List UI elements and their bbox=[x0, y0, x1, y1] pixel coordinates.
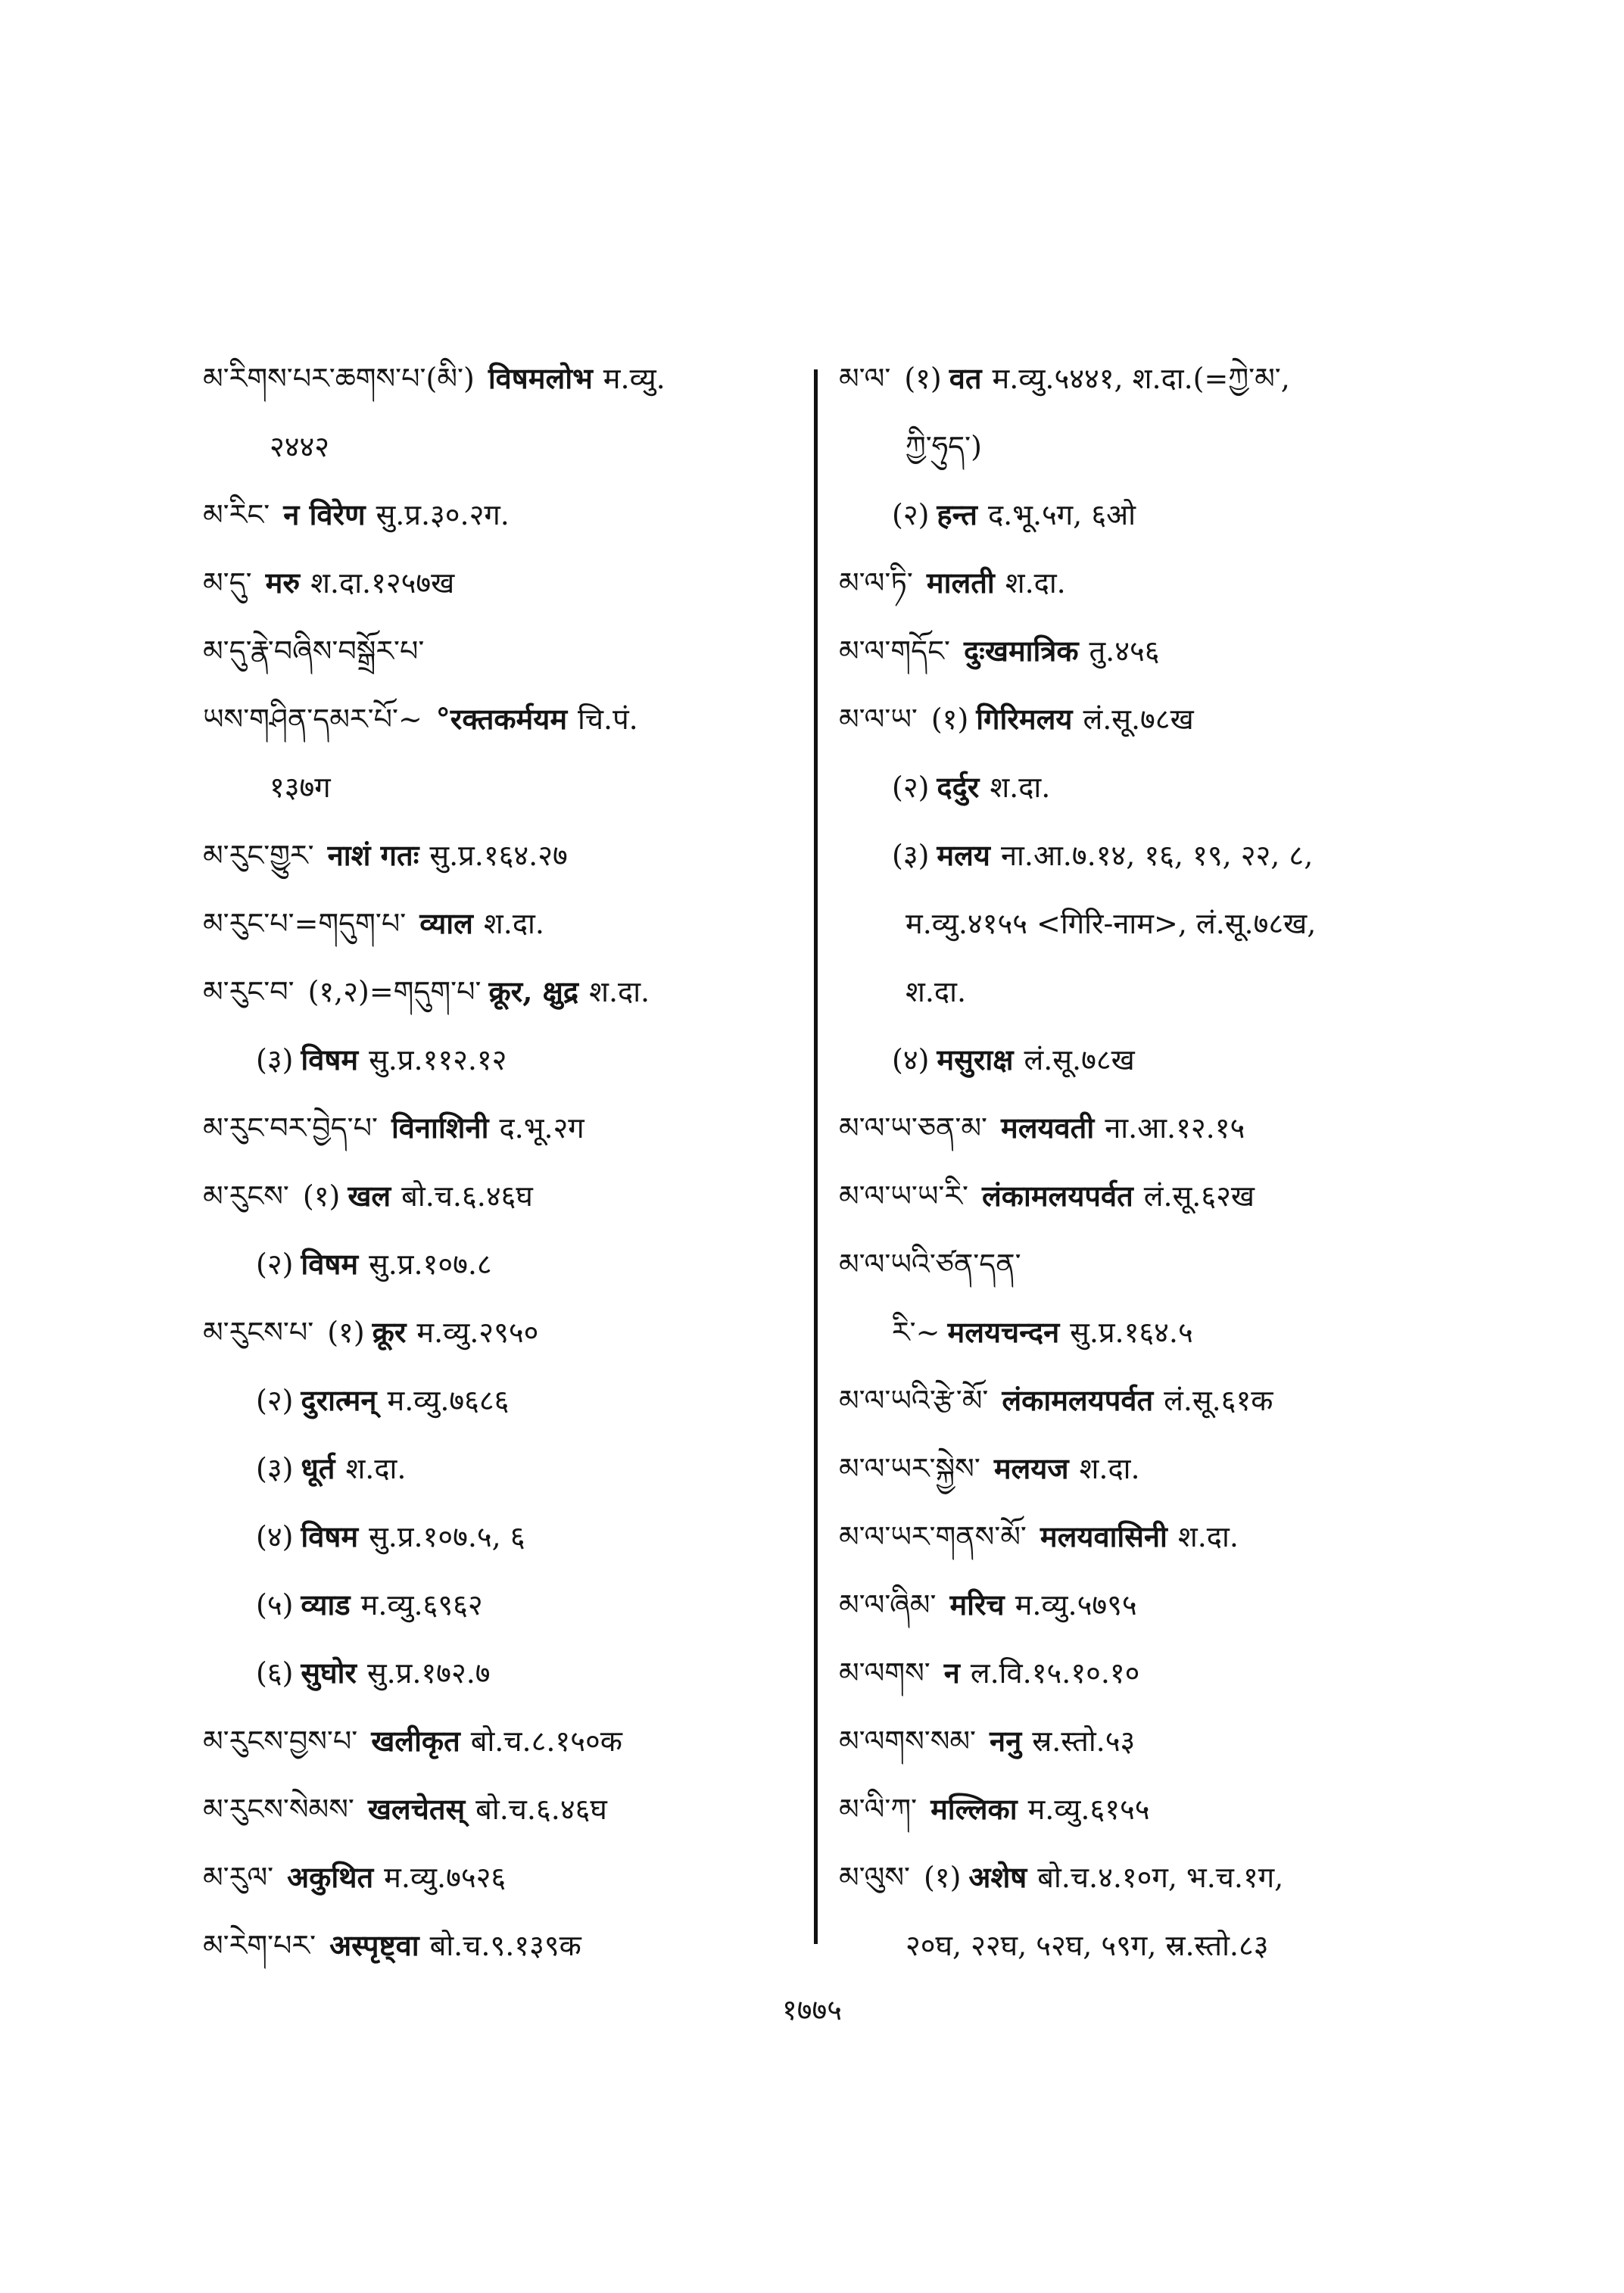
sanskrit-equivalent: मलयचन्दन bbox=[947, 1315, 1060, 1349]
source-reference: श.दा. bbox=[345, 1452, 407, 1485]
sub-sense-line bbox=[839, 840, 1445, 871]
source-reference: चि.पं. bbox=[578, 703, 638, 736]
sanskrit-equivalent: मसुराक्ष bbox=[937, 1042, 1014, 1076]
tibetan-headword: མ་ལི་ཀ་ bbox=[839, 1793, 918, 1826]
source-reference: श.दा. bbox=[589, 975, 650, 1008]
sub-sense-line bbox=[839, 1317, 1445, 1347]
source-reference: सु.प्र.१७२.७ bbox=[366, 1656, 491, 1690]
source-reference: म.व्यु. bbox=[603, 362, 665, 395]
sanskrit-equivalent: विषम bbox=[301, 1519, 359, 1553]
sanskrit-equivalent: मलयवती bbox=[1001, 1111, 1095, 1145]
tibetan-headword: མ་རིགས་པར་ཆགས་པ་(མི༌) bbox=[203, 362, 475, 395]
source-reference: द.भू.५ग, ६ओ bbox=[987, 498, 1136, 531]
sub-sense-line bbox=[203, 1519, 809, 1553]
sanskrit-equivalent: मलयज bbox=[993, 1451, 1069, 1485]
sanskrit-equivalent: वत bbox=[949, 361, 982, 395]
source-reference: बो.च.९.१३९क bbox=[429, 1929, 581, 1962]
dictionary-entry bbox=[203, 363, 809, 394]
sense-number: རི་~ bbox=[892, 1316, 940, 1349]
entry-continuation bbox=[203, 772, 809, 802]
dictionary-entry bbox=[203, 497, 809, 531]
source-reference: लं.सू.६१क bbox=[1164, 1384, 1273, 1417]
tibetan-headword: མ་རིང་ bbox=[203, 498, 270, 531]
sanskrit-equivalent: खलचेतस् bbox=[367, 1792, 466, 1826]
entry-continuation bbox=[839, 977, 1445, 1007]
tibetan-headword: མ་ལ་གདོང་ bbox=[839, 634, 950, 668]
tibetan-headword: མ་ལགས་སམ་ bbox=[839, 1724, 977, 1758]
source-reference: श.दा. bbox=[990, 771, 1051, 804]
source-reference: सु.प्र.१०७.५, ६ bbox=[369, 1520, 525, 1553]
sanskrit-equivalent: दर्दुर bbox=[937, 770, 980, 804]
sanskrit-equivalent: विषम bbox=[301, 1042, 359, 1076]
sense-number: (२) bbox=[256, 1248, 294, 1281]
sanskrit-equivalent: क्रूर bbox=[372, 1315, 407, 1349]
sanskrit-equivalent: न विरेण bbox=[283, 497, 366, 531]
tibetan-headword: མ་དུ་ bbox=[203, 566, 252, 600]
sub-sense-line bbox=[203, 1658, 809, 1688]
dictionary-entry bbox=[203, 1317, 809, 1347]
sanskrit-equivalent: सुघोर bbox=[301, 1656, 357, 1690]
sense-number: (४) bbox=[256, 1520, 294, 1553]
sense-number: (१,२)=གདུག་པ་ bbox=[307, 975, 482, 1008]
source-reference: म.व्यु.६९६२ bbox=[360, 1588, 483, 1622]
sanskrit-equivalent: अकुथित bbox=[287, 1860, 374, 1894]
sanskrit-equivalent: अस्पृष्ट्वा bbox=[329, 1928, 419, 1962]
source-reference: सु.प्र.१६४.२७ bbox=[429, 839, 568, 872]
sanskrit-equivalent: मलय bbox=[937, 838, 990, 872]
sanskrit-equivalent: व्याड bbox=[301, 1587, 351, 1622]
source-reference: म.व्यु.२९५० bbox=[416, 1316, 539, 1349]
sense-number: (२) bbox=[256, 1384, 294, 1417]
sanskrit-equivalent: अशेष bbox=[968, 1860, 1027, 1894]
dictionary-entry bbox=[839, 1726, 1445, 1756]
dictionary-entry bbox=[839, 636, 1445, 666]
sense-number: (२) bbox=[892, 498, 930, 531]
dictionary-entry bbox=[839, 704, 1445, 734]
column-divider bbox=[814, 369, 818, 1944]
entry-continuation bbox=[839, 431, 1445, 462]
source-reference: श.दा. bbox=[483, 907, 544, 940]
dictionary-entry bbox=[203, 704, 809, 734]
tibetan-headword: ཡས་གཤིན་དམར་པོ་~ bbox=[203, 703, 422, 736]
tibetan-headword: མ་དུ་རྣེ་བཞིས་བསྒྲོར་པ་ bbox=[203, 634, 425, 668]
sub-sense-line bbox=[839, 1042, 1445, 1076]
sanskrit-equivalent: विषमलोभ bbox=[488, 361, 593, 395]
source-reference: ना.आ.१२.१५ bbox=[1105, 1111, 1245, 1145]
sanskrit-equivalent: विषम bbox=[301, 1247, 359, 1281]
dictionary-entry bbox=[203, 1862, 809, 1893]
page-number: १७७५ bbox=[781, 1993, 843, 2027]
continuation-text: २०घ, २२घ, ५२घ, ५९ग, स्र.स्तो.८३ bbox=[906, 1929, 1269, 1962]
source-reference: श.दा. bbox=[1079, 1452, 1140, 1485]
sub-sense-line bbox=[203, 1249, 809, 1279]
tibetan-headword: མ་ལགས་ bbox=[839, 1656, 930, 1690]
source-reference: सु.प्र.३०.२ग. bbox=[376, 498, 510, 531]
dictionary-entry bbox=[203, 1113, 809, 1143]
tibetan-headword: མ་རུང་བར་བྱེད་པ་ bbox=[203, 1111, 378, 1145]
dictionary-entry bbox=[839, 1794, 1445, 1824]
sanskrit-equivalent: व्याल bbox=[419, 906, 473, 940]
source-reference: श.दा. bbox=[1005, 566, 1066, 600]
sub-sense-line bbox=[203, 1385, 809, 1416]
sanskrit-equivalent: ननु bbox=[990, 1724, 1022, 1758]
continuation-text: २४४२ bbox=[270, 430, 330, 463]
source-reference: लं.सू.६२ख bbox=[1143, 1179, 1255, 1213]
source-reference: बो.च.८.१५०क bbox=[470, 1724, 622, 1758]
dictionary-entry bbox=[203, 1794, 809, 1824]
source-reference: ना.आ.७.१४, १६, १९, २२, ८, bbox=[1000, 839, 1314, 872]
source-reference: म.व्यु.५७९५ bbox=[1015, 1588, 1137, 1622]
sanskrit-equivalent: मरिच bbox=[949, 1587, 1005, 1622]
source-reference: सु.प्र.१६४.५ bbox=[1070, 1316, 1193, 1349]
tibetan-headword: མ་ལ་ bbox=[839, 362, 891, 395]
source-reference: म.व्यु.७५२६ bbox=[384, 1861, 507, 1894]
source-reference: ल.वि.१५.१०.१० bbox=[970, 1656, 1140, 1690]
dictionary-entry bbox=[839, 1519, 1445, 1553]
sense-number: (४) bbox=[892, 1043, 930, 1076]
sub-sense-line bbox=[203, 1042, 809, 1076]
dictionary-entry bbox=[203, 974, 809, 1008]
continuation-text: १३७ग bbox=[270, 771, 331, 804]
sense-number: (२) bbox=[892, 771, 930, 804]
source-reference: श.दा.१२५७ख bbox=[310, 566, 455, 600]
dictionary-entry bbox=[203, 908, 809, 939]
sanskrit-equivalent: हन्त bbox=[937, 497, 977, 531]
tibetan-headword: མ་ལ་ཡའི་ཙན་དན་ bbox=[839, 1248, 1021, 1281]
sub-sense-line bbox=[839, 497, 1445, 531]
tibetan-headword: མ་རུང་བ་ bbox=[203, 975, 295, 1008]
sanskrit-equivalent: मल्लिका bbox=[930, 1792, 1018, 1826]
tibetan-headword: མ་རེག་པར་ bbox=[203, 1929, 316, 1962]
sanskrit-equivalent: °रक्तकर्मयम bbox=[435, 702, 568, 736]
tibetan-headword: མ་ལ་ཡར་གནས་མོ་ bbox=[839, 1520, 1027, 1553]
sense-number: (३) bbox=[256, 1452, 294, 1485]
sense-number: (६) bbox=[256, 1656, 294, 1690]
tibetan-headword: མ་ལུས་ bbox=[839, 1861, 910, 1894]
entry-continuation bbox=[839, 908, 1445, 939]
sanskrit-equivalent: खल bbox=[348, 1179, 391, 1213]
source-reference: स्र.स्तो.५३ bbox=[1032, 1724, 1136, 1758]
dictionary-entry bbox=[203, 565, 809, 600]
dictionary-entry bbox=[203, 636, 809, 666]
tibetan-headword: མ་ལ་ཡ་ཅན་མ་ bbox=[839, 1111, 988, 1145]
tibetan-headword: མ་རུངས་སེམས་ bbox=[203, 1793, 354, 1826]
left-column bbox=[203, 363, 809, 1999]
sanskrit-equivalent: मालती bbox=[926, 565, 995, 600]
continuation-text: ཀྱི་ཧུད་) bbox=[906, 430, 982, 463]
sanskrit-equivalent: क्रूर, क्षुद्र bbox=[488, 974, 579, 1008]
source-reference: सु.प्र.१०७.८ bbox=[369, 1248, 492, 1281]
sanskrit-equivalent: गिरिमलय bbox=[976, 702, 1073, 736]
right-column bbox=[839, 363, 1445, 1999]
dictionary-entry bbox=[839, 1385, 1445, 1416]
dictionary-entry bbox=[839, 1181, 1445, 1211]
tibetan-headword: མ་རུངས་བྱས་པ་ bbox=[203, 1724, 358, 1758]
continuation-text: म.व्यु.४१५५ <गिरि-नाम>, लं.सू.७८ख, bbox=[906, 907, 1317, 940]
source-reference: बो.च.४.१०ग, भ.च.१ग, bbox=[1037, 1861, 1284, 1894]
sanskrit-equivalent: न bbox=[943, 1656, 960, 1690]
source-reference: म.व्यु.६१५५ bbox=[1027, 1793, 1150, 1826]
tibetan-headword: མ་རུང་པ་=གདུག་པ་ bbox=[203, 907, 407, 940]
sense-number: (३) bbox=[256, 1043, 294, 1076]
sanskrit-equivalent: दुरात्मन् bbox=[301, 1383, 377, 1417]
source-reference: म.व्यु.५४४१, श.दा.(=ཀྱེ་མ་, bbox=[992, 362, 1290, 395]
tibetan-headword: མ་རུང་གྱུར་ bbox=[203, 839, 314, 872]
tibetan-headword: མ་རུངས་ bbox=[203, 1179, 289, 1213]
source-reference: बो.च.६.४६घ bbox=[401, 1179, 533, 1213]
source-reference: बो.च.६.४६घ bbox=[475, 1793, 607, 1826]
dictionary-entry bbox=[839, 1862, 1445, 1893]
sanskrit-equivalent: दुःखमात्रिक bbox=[964, 634, 1079, 668]
dictionary-entry bbox=[839, 1587, 1445, 1622]
sub-sense-line bbox=[203, 1587, 809, 1622]
sub-sense-line bbox=[203, 1453, 809, 1484]
source-reference: सु.प्र.११२.१२ bbox=[369, 1043, 507, 1076]
sanskrit-equivalent: मलयवासिनी bbox=[1040, 1519, 1167, 1553]
sanskrit-equivalent: लंकामलयपर्वत bbox=[1002, 1383, 1154, 1417]
tibetan-headword: མ་ལ་ཡར་སྐྱེས་ bbox=[839, 1452, 980, 1485]
source-reference: द.भू.२ग bbox=[499, 1111, 584, 1145]
dictionary-entry bbox=[203, 1930, 809, 1961]
tibetan-headword: མ་ལ་ཏི་ bbox=[839, 566, 913, 600]
dictionary-entry bbox=[203, 840, 809, 871]
tibetan-headword: མ་རུལ་ bbox=[203, 1861, 274, 1894]
tibetan-headword: མ་ལ་ཡ་ཡ་རི་ bbox=[839, 1179, 969, 1213]
source-reference: म.व्यु.७६८६ bbox=[387, 1384, 510, 1417]
source-reference: लं.सू.७८ख bbox=[1083, 703, 1194, 736]
tibetan-headword: མ་ལ་ཞིམ་ bbox=[839, 1588, 937, 1622]
dictionary-entry bbox=[839, 1249, 1445, 1279]
source-reference: तु.४५६ bbox=[1089, 634, 1160, 668]
sub-sense-line bbox=[839, 772, 1445, 802]
sense-number: (५) bbox=[256, 1588, 294, 1622]
sense-number: (३) bbox=[892, 839, 930, 872]
sanskrit-equivalent: मरु bbox=[265, 565, 301, 600]
sanskrit-equivalent: धूर्त bbox=[301, 1451, 335, 1485]
sanskrit-equivalent: विनाशिनी bbox=[391, 1111, 489, 1145]
dictionary-entry bbox=[203, 1726, 809, 1756]
dictionary-entry bbox=[839, 1453, 1445, 1484]
dictionary-entry bbox=[839, 1113, 1445, 1143]
source-reference: श.दा. bbox=[1177, 1520, 1239, 1553]
sense-number: (१) bbox=[302, 1179, 341, 1213]
sense-number: (१) bbox=[930, 703, 969, 736]
tibetan-headword: མ་རུངས་པ་ bbox=[203, 1316, 314, 1349]
continuation-text: श.दा. bbox=[906, 975, 967, 1008]
entry-continuation bbox=[839, 1930, 1445, 1961]
sanskrit-equivalent: खलीकृत bbox=[371, 1724, 460, 1758]
tibetan-headword: མ་ལ་ཡ་ bbox=[839, 703, 918, 736]
dictionary-entry bbox=[839, 1658, 1445, 1688]
tibetan-headword: མ་ལ་ཡའི་རྩེ་མོ་ bbox=[839, 1384, 989, 1417]
sanskrit-equivalent: लंकामलयपर्वत bbox=[982, 1179, 1133, 1213]
dictionary-entry bbox=[839, 363, 1445, 394]
dictionary-entry bbox=[839, 565, 1445, 600]
source-reference: लं.सू.७८ख bbox=[1024, 1043, 1135, 1076]
sense-number: (१) bbox=[327, 1316, 365, 1349]
sense-number: (१) bbox=[904, 362, 942, 395]
sanskrit-equivalent: नाशं गतः bbox=[327, 838, 419, 872]
sense-number: (१) bbox=[923, 1861, 962, 1894]
dictionary-entry bbox=[203, 1181, 809, 1211]
entry-continuation bbox=[203, 431, 809, 462]
